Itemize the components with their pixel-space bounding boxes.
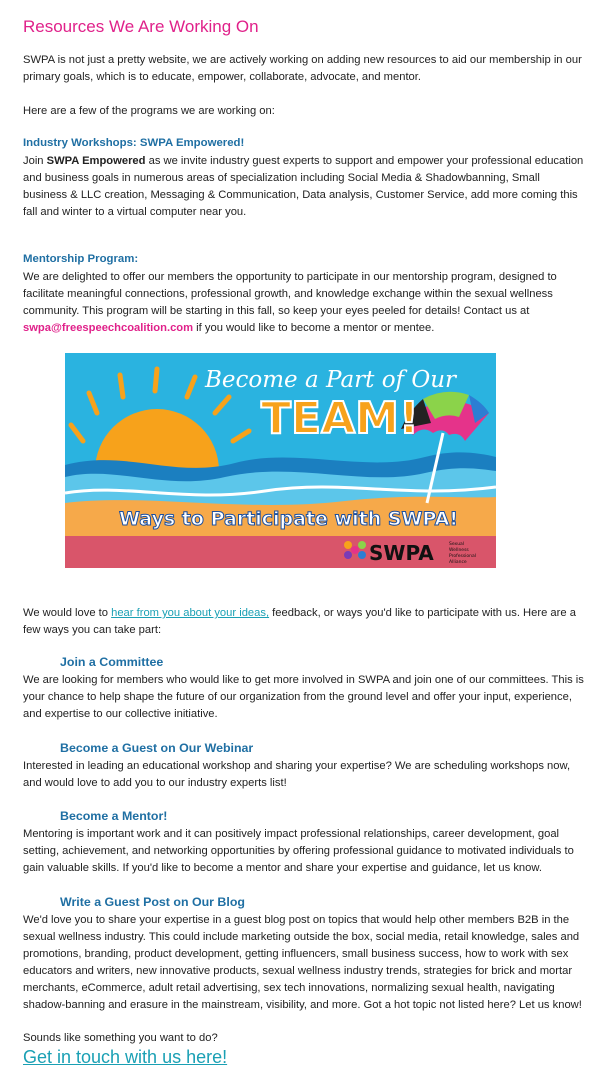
workshops-paragraph: Join SWPA Empowered as we invite industry guest experts to support and empower your professional education and business goals in numerous areas of specialization including Social Media & Shadowbanning, Small business & LLC creation, Messaging & Communication, Data analysis, Customer Service, add more coming this fall and winter to a virtual computer near you. bbox=[23, 155, 584, 218]
section-text-mentor: Mentoring is important work and it can positively impact professional relationships, career development, goal setting, achievement, and networking opportunities by offering professional guidance to motivated individuals to gain valuable skills. If you'd like to become a mentor and share your expertise and guidance, let us know. bbox=[23, 828, 574, 874]
logo-sub-3: Professional bbox=[449, 554, 477, 559]
page-title: Resources We Are Working On bbox=[23, 17, 259, 36]
section-heading-committee: Join a Committee bbox=[60, 655, 164, 669]
workshops-heading: Industry Workshops: SWPA Empowered! bbox=[23, 137, 245, 149]
section-text-blog: We'd love you to share your expertise in a guest blog post on topics that would help other members B2B in the sexual wellness industry. This could include marketing outside the box, social media, retail knowledge, sales and promotions, branding, product development, getting influencers, small business success, how to work with sex educators and writers, new innovative products, sexual wellness industry trends, strategies for brick and mortar merchants, eCommerce, adult retail advertising, sex tech innovations, normalizing sexual health, navigating shadow-banning and erasure in the mainstream, visibility, and more. Got a hot topic not listed here? Let us know! bbox=[23, 914, 582, 1011]
team-banner-image bbox=[65, 353, 496, 568]
get-in-touch-link[interactable]: Get in touch with us here! bbox=[23, 1047, 228, 1067]
banner-line3: Ways to Participate with SWPA! bbox=[119, 508, 459, 530]
banner-line1: Become a Part of Our bbox=[205, 367, 457, 393]
section-heading-mentor: Become a Mentor! bbox=[60, 809, 168, 823]
intro-paragraph: SWPA is not just a pretty website, we are actively working on adding new resources to aid our membership in our primary goals, which is to educate, empower, collaborate, advocate, and mentor. bbox=[23, 54, 582, 83]
mentorship-paragraph: We are delighted to offer our members the opportunity to participate in our mentorship program, designed to facilitate meaningful connections, professional growth, and knowledge exchange within the sexual wellness community. This program will be starting in this fall, so keep your eyes peeled for details! Contact us at swpa@freespeechcoalition.com if you would like to become a mentor or mentee. bbox=[23, 271, 557, 334]
section-heading-blog: Write a Guest Post on Our Blog bbox=[60, 895, 245, 909]
section-heading-webinar: Become a Guest on Our Webinar bbox=[60, 741, 254, 755]
contact-email-link[interactable]: swpa@freespeechcoalition.com bbox=[23, 322, 194, 334]
participate-paragraph: We would love to hear from you about your ideas, feedback, or ways you'd like to participate with us. Here are a few ways you can take part: bbox=[23, 607, 576, 636]
programs-lead: Here are a few of the programs we are working on: bbox=[23, 105, 275, 117]
logo-sub-2: Wellness bbox=[449, 548, 469, 553]
logo-sub-1: Sexual bbox=[449, 542, 465, 547]
ideas-link[interactable]: hear from you about your ideas, bbox=[111, 607, 270, 619]
banner-line2: TEAM! bbox=[261, 393, 419, 444]
logo-sub-4: Alliance bbox=[449, 560, 467, 565]
mentorship-heading: Mentorship Program: bbox=[23, 253, 139, 265]
closing-text: Sounds like something you want to do? bbox=[23, 1032, 218, 1044]
swpa-empowered-bold: SWPA Empowered bbox=[46, 155, 146, 167]
section-text-webinar: Interested in leading an educational workshop and sharing your expertise? We are scheduling workshops now, and would love to add you to our industry experts list! bbox=[23, 760, 571, 789]
section-text-committee: We are looking for members who would like to get more involved in SWPA and join one of our committees. This is your chance to help shape the future of our organization from the ground level and offer your input, experience, and expertise to our collective initiative. bbox=[23, 674, 584, 720]
logo-text: SWPA bbox=[369, 541, 434, 565]
